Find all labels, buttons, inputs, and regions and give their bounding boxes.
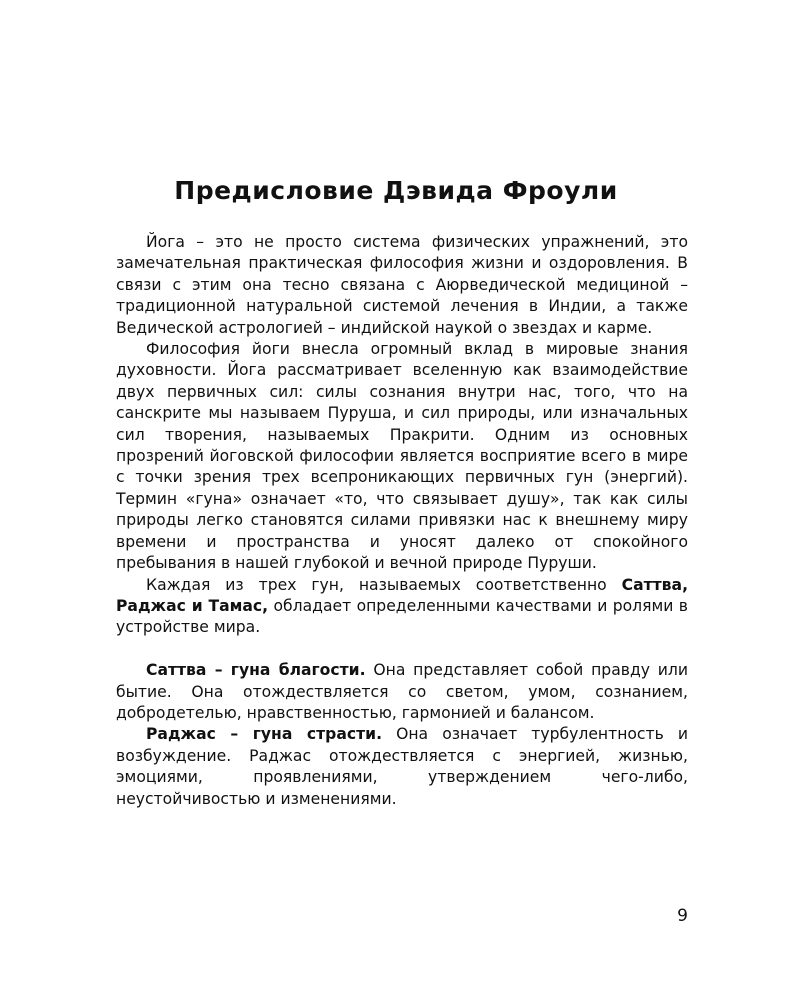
paragraph-text: Каждая из трех гун, называемых соответственно bbox=[146, 575, 622, 594]
paragraph-rajas bbox=[116, 724, 688, 810]
paragraph-sattva bbox=[116, 660, 688, 724]
paragraph-yoga-intro: Йога – это не просто система физических упражнений, это замечательная практическая философия жизни и оздоровления. В связи с этим она тесно связана с Аюрведической медициной – традиционной натуральной системой лечения в Индии, а также Ведической астрологией – индийской наукой о звездах и карме. bbox=[116, 233, 688, 337]
paragraph-text: обладает определенными качествами и ролями в устройстве мира. bbox=[116, 596, 688, 637]
paragraph-three-gunas bbox=[116, 575, 688, 639]
page-number: 9 bbox=[677, 906, 688, 926]
rajas-heading: Раджас – гуна страсти. bbox=[146, 725, 382, 744]
sattva-heading: Саттва – гуна благости. bbox=[146, 661, 366, 680]
chapter-title: Предисловие Дэвида Фроули bbox=[174, 176, 618, 205]
gunas-names: Саттва, Раджас и Тамас, bbox=[116, 575, 688, 615]
body-text bbox=[116, 232, 688, 810]
paragraph-text: Она представляет собой правду или бытие. Она отождествляется со светом, умом, сознанием, добродетелью, нравственностью, гармонией и балансом. bbox=[116, 661, 689, 722]
paragraph-text: Она означает турбулентность и возбуждение. Раджас отождествляется с энергией, жизнью, эмоциями, проявлениями, утверждением чего-либо, неустойчивостью и изменениями. bbox=[116, 725, 688, 808]
paragraph-yoga-philosophy: Философия йоги внесла огромный вклад в мировые знания духовности. Йога рассматривает вселенную как взаимодействие двух первичных сил: силы сознания внутри нас, того, что на санскрите мы называем Пуруша, и сил природы, или изначальных сил творения, называемых Пракрити. Одним из основных прозрений йоговской философии является восприятие всего в мире с точки зрения трех всепроникающих первичных гун (энергий). Термин «гуна» означает «то, что связывает душу», так как силы природы легко становятся силами привязки нас к внешнему миру времени и пространства и уносят далеко от спокойного пребывания в нашей глубокой и вечной природе Пуруши. bbox=[116, 340, 688, 573]
